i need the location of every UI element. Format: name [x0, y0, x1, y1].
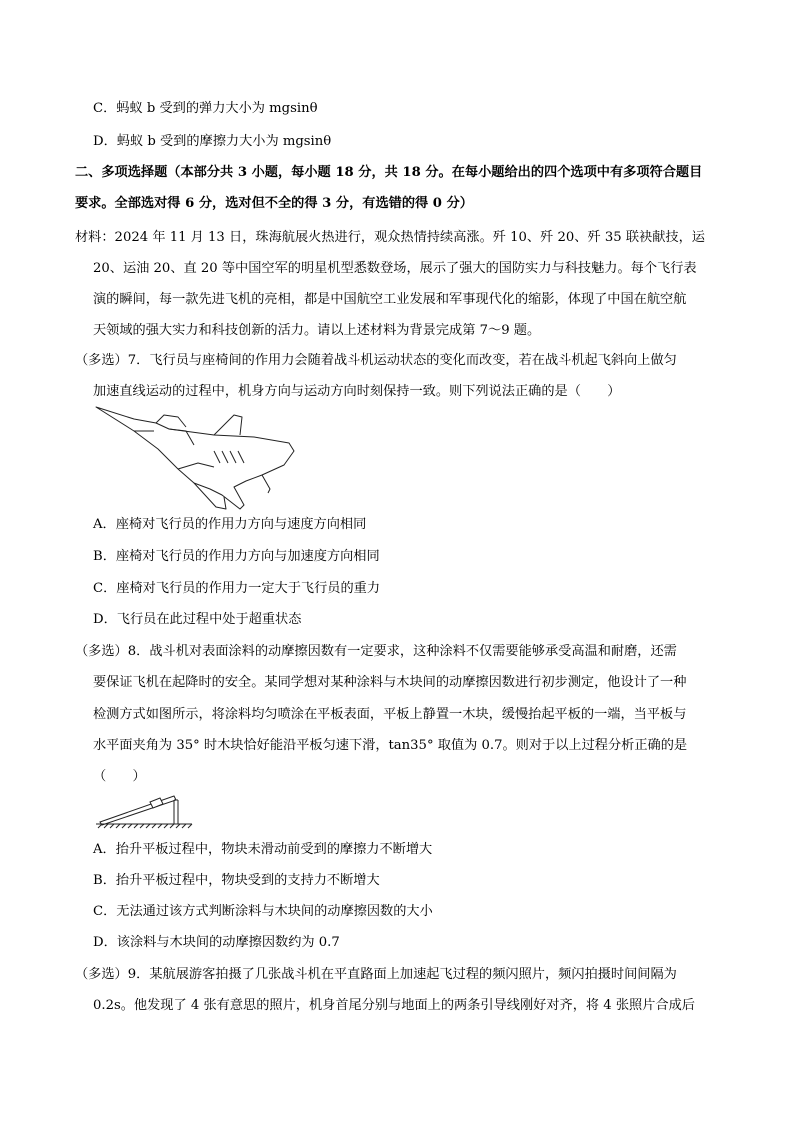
- q8-stem-line5: （ ）: [93, 769, 146, 784]
- section-heading-line2: 要求。全部选对得 6 分，选对但不全的得 3 分，有选错的得 0 分）: [75, 196, 473, 211]
- q6-option-c: C．蚂蚁 b 受到的弹力大小为 mgsinθ: [93, 101, 318, 116]
- material-line3: 演的瞬间，每一款先进飞机的亮相，都是中国航空工业发展和军事现代化的缩影，体现了中国在航空航: [93, 292, 687, 307]
- q8-stem-line2: 要保证飞机在起降时的安全。某同学想对某种涂料与木块间的动摩擦因数进行初步测定，他设计了一种: [93, 675, 687, 690]
- q8-stem-line1: （多选）8．战斗机对表面涂料的动摩擦因数有一定要求，这种涂料不仅需要能够承受高温和耐磨，还需: [75, 644, 677, 659]
- q6-option-d: D．蚂蚁 b 受到的摩擦力大小为 mgsinθ: [93, 134, 332, 149]
- q7-option-d: D．飞行员在此过程中处于超重状态: [93, 612, 302, 627]
- q9-stem-line2: 0.2s。他发现了 4 张有意思的照片，机身首尾分别与地面上的两条引导线刚好对齐，将 4 张照片合成后: [93, 998, 695, 1013]
- q8-option-c: C．无法通过该方式判断涂料与木块间的动摩擦因数的大小: [93, 904, 433, 919]
- material-line2: 20、运油 20、直 20 等中国空军的明星机型悉数登场，展示了强大的国防实力与科技魅力。每个飞行表: [93, 261, 697, 276]
- material-line1: 材料：2024 年 11 月 13 日，珠海航展火热进行，观众热情持续高涨。歼 10、歼 20、歼 35 联袂献技，运: [75, 230, 705, 245]
- q8-stem-line3: 检测方式如图所示，将涂料均匀喷涂在平板表面，平板上静置一木块，缓慢抬起平板的一端，当平板与: [93, 707, 687, 722]
- q7-option-c: C．座椅对飞行员的作用力一定大于飞行员的重力: [93, 581, 381, 596]
- material-line4: 天领域的强大实力和科技创新的活力。请以上述材料为背景完成第 7～9 题。: [93, 323, 541, 338]
- q9-stem-line1: （多选）9．某航展游客拍摄了几张战斗机在平直路面上加速起飞过程的频闪照片，频闪拍摄时间间隔为: [75, 967, 677, 982]
- q8-stem-line4: 水平面夹角为 35° 时木块恰好能沿平板匀速下滑，tan35° 取值为 0.7。则对于以上过程分析正确的是: [93, 738, 688, 753]
- q7-option-a: A．座椅对飞行员的作用力方向与速度方向相同: [93, 517, 367, 532]
- q8-option-d: D．该涂料与木块间的动摩擦因数约为 0.7: [93, 935, 340, 950]
- inclined-plane-figure: [94, 790, 194, 830]
- q7-stem-line1: （多选）7．飞行员与座椅间的作用力会随着战斗机运动状态的变化而改变，若在战斗机起飞斜向上做匀: [75, 353, 677, 368]
- q7-stem-line2: 加速直线运动的过程中，机身方向与运动方向时刻保持一致。则下列说法正确的是（ ）: [93, 384, 621, 399]
- q7-option-b: B．座椅对飞行员的作用力方向与加速度方向相同: [93, 549, 380, 564]
- section-heading-line1: 二、多项选择题（本部分共 3 小题，每小题 18 分，共 18 分。在每小题给出的四个选项中有多项符合题目: [75, 165, 703, 180]
- q8-option-a: A．抬升平板过程中，物块未滑动前受到的摩擦力不断增大: [93, 842, 433, 857]
- q8-option-b: B．抬升平板过程中，物块受到的支持力不断增大: [93, 873, 380, 888]
- fighter-jet-figure: [94, 405, 298, 513]
